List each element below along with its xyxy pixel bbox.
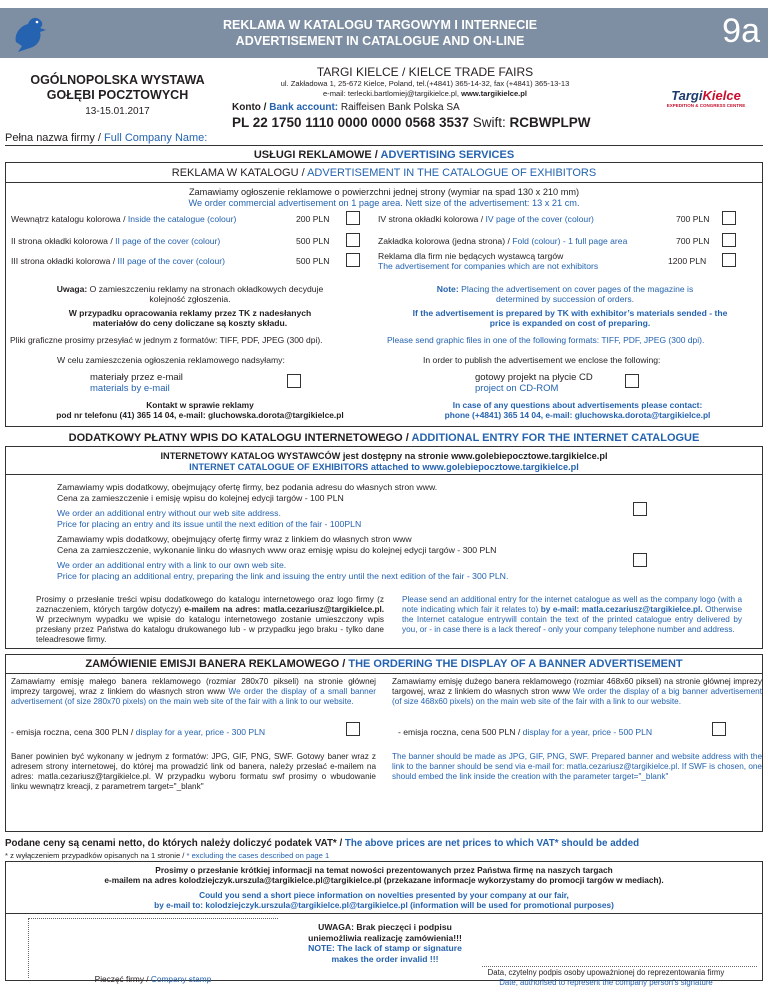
warning-pl-2: uniemożliwia realizację zamówienia!!!	[308, 932, 462, 943]
option-email-en: materials by e-mail	[90, 383, 170, 394]
net-prices-note	[5, 838, 763, 849]
price-ii-cover: 500 PLN	[296, 236, 330, 246]
small-banner-en: We order the display of a small banner advertisement (of size 280x70 pixels) on the main web site of the fair with a link to our website.	[11, 687, 376, 706]
item-label-pl: Reklama dla firm nie będących wystawcą targów	[378, 251, 564, 261]
vat-foot-en: * excluding the cases described on page 1	[186, 851, 330, 860]
internet-title-pl: DODATKOWY PŁATNY WPIS DO KATALOGU INTERNETOWEGO /	[68, 432, 412, 444]
item-label-en: The advertisement for companies which are not exhibitors	[378, 261, 599, 271]
services-title-en: ADVERTISING SERVICES	[380, 149, 515, 161]
signature-line	[482, 966, 757, 967]
big-banner-price	[398, 727, 652, 737]
account-label-pl: Konto /	[232, 102, 270, 113]
warning-en-1: NOTE: The lack of stamp or signature	[308, 943, 462, 953]
iban-line	[232, 115, 591, 130]
logo-text-b: Kielce	[702, 88, 741, 103]
catalogue-item-iii-cover	[11, 256, 225, 266]
net-prices-pl: Podane ceny są cenami netto, do których należy doliczyć podatek VAT* /	[5, 838, 345, 849]
targi-kielce-logo	[650, 88, 762, 114]
checkbox-email-materials[interactable]	[287, 374, 301, 388]
header-title-en: ADVERTISEMENT IN CATALOGUE AND ON-LINE	[235, 34, 525, 48]
banner-title-divider	[5, 673, 763, 674]
event-name-1: OGÓLNOPOLSKA WYSTAWA	[30, 73, 205, 87]
catalogue-title	[5, 167, 763, 179]
info-en-c: Otherwise the Internet catalogue entrywill contain the text of the printed catalogue entry delivered by you, or - in case there is a lack thereof - only your company telephone number and address.	[402, 605, 742, 634]
info-en-email: by e-mail: matla.cezariusz@targikielce.pl.	[540, 605, 703, 614]
big-banner-pl: Zamawiamy emisję dużego banera reklamowego (rozmiar 468x60 pikseli) na stronie głównej imprezy targowej, wraz z linkiem do własnych stron www	[392, 677, 762, 696]
banner-title-en: THE ORDERING THE DISPLAY OF A BANNER ADVERTISEMENT	[348, 658, 683, 670]
price-inside: 200 PLN	[296, 214, 330, 224]
item-label-pl: Wewnątrz katalogu kolorowa /	[11, 214, 128, 224]
catalogue-item-iv-cover	[378, 214, 594, 224]
checkbox-iv-cover[interactable]	[722, 211, 736, 225]
internet-title	[0, 432, 768, 444]
catalogue-item-non-exhibitor	[378, 251, 598, 271]
send-pl: W celu zamieszczenia ogłoszenia reklamowego nadsyłamy:	[57, 355, 285, 365]
option-1-en-1: We order an additional entry without our web site address.	[57, 508, 281, 518]
novelty-divider	[5, 913, 763, 914]
price-iv-cover: 700 PLN	[676, 214, 710, 224]
warning-pl-1: UWAGA: Brak pieczęci i podpisu	[318, 922, 452, 932]
option-2-pl-2: Cena za zamieszczenie, wykonanie linku do własnych www oraz emisję wpisu do kolejnej edycji targów - 300 PLN	[57, 545, 497, 555]
banner-title	[0, 658, 768, 670]
company-label-en: Full Company Name:	[104, 132, 208, 144]
internet-info-pl	[36, 595, 384, 645]
big-price-en: display for a year, price - 500 PLN	[522, 727, 653, 737]
small-banner-price	[11, 727, 265, 737]
send-en: In order to publish the advertisement we enclose the following:	[423, 355, 661, 365]
item-label-pl: IV strona okładki kolorowa /	[378, 214, 486, 224]
services-title	[0, 149, 768, 161]
organizer-email: e-mail: terlecki.bartlomiej@targikielce.pl,	[322, 89, 462, 98]
catalogue-title-pl: REKLAMA W KATALOGU /	[171, 167, 308, 179]
big-price-pl: - emisja roczna, cena 500 PLN /	[398, 727, 523, 737]
stamp-box-left	[28, 918, 29, 978]
organizer-name: TARGI KIELCE / KIELCE TRADE FAIRS	[316, 65, 534, 79]
item-label-en: Inside the catalogue (colour)	[127, 214, 237, 224]
catalogue-title-divider	[5, 182, 763, 183]
internet-option-2	[57, 534, 508, 582]
internet-info-en	[402, 595, 742, 635]
checkbox-non-exhibitor[interactable]	[722, 253, 736, 267]
stamp-label	[28, 974, 278, 984]
item-label-en: IV page of the cover (colour)	[485, 214, 594, 224]
option-cd-pl: gotowy projekt na płycie CD	[475, 372, 593, 383]
form-number: 9a	[722, 12, 760, 50]
note-en-text: Placing the advertisement on cover pages of the magazine is determined by succession of orders.	[458, 284, 694, 304]
company-name-line	[5, 145, 763, 146]
small-banner-text	[11, 677, 376, 707]
note-pl	[40, 284, 340, 304]
info-pl-a: Prosimy o przesłanie treści wpisu dodatkowego do katalogu internetowego oraz logo firmy (z zaznaczeniem, których targów dotyczy)	[36, 595, 384, 614]
price-iii-cover: 500 PLN	[296, 256, 330, 266]
vat-footnote	[5, 851, 329, 860]
item-label-pl: Zakładka kolorowa (jedna strona) /	[378, 236, 513, 246]
iban: PL 22 1750 1110 0000 0000 0568 3537	[232, 115, 469, 130]
catalogue-item-ii-cover	[11, 236, 220, 246]
contact-en-1: In case of any questions about advertisements please contact:	[452, 400, 703, 410]
note-en	[430, 284, 700, 304]
note-en-label: Note:	[436, 284, 459, 294]
pigeon-logo-icon	[10, 12, 50, 54]
catalogue-title-en: ADVERTISEMENT IN THE CATALOGUE OF EXHIBITORS	[307, 167, 597, 179]
company-label-pl: Pełna nazwa firmy /	[5, 132, 105, 144]
price-non-exhibitor: 1200 PLN	[668, 256, 707, 266]
organizer-www: www.targikielce.pl	[461, 89, 528, 98]
option-2-en-1: We order an additional entry with a link to our own web site.	[57, 560, 287, 570]
item-label-pl: III strona okładki kolorowa /	[11, 256, 118, 266]
organizer-address: ul. Zakładowa 1, 25-672 Kielce, Poland, tel.(+4841) 365-14-32, fax (+4841) 365-13-13	[280, 79, 570, 88]
novelty-en-2: by e-mail to: kolodziejczyk.urszula@targikielce.pl@targikielce.pl (information will be used for promotional purposes)	[154, 900, 614, 910]
novelty-pl-1: Prosimy o przesłanie krótkiej informacji na temat nowości prezentowanych przez Państwa firmę na naszych targach	[155, 865, 613, 875]
vat-foot-pl: * z wyłączeniem przypadków opisanych na 1 stronie /	[5, 851, 187, 860]
internet-option-1	[57, 482, 437, 530]
item-label-en: Fold (colour) - 1 full page area	[512, 236, 628, 246]
item-label-en: III page of the cover (colour)	[117, 256, 225, 266]
item-label-pl: II strona okładki kolorowa /	[11, 236, 116, 246]
note-pl-label: Uwaga:	[56, 284, 88, 294]
big-banner-en: We order the display of a big banner advertisement (of size 468x60 pixels) on the main web site of the fair with a link to our website.	[392, 687, 762, 706]
account-label-en: Bank account:	[269, 102, 339, 113]
stamp-box-top	[28, 918, 278, 919]
option-1-pl-1: Zamawiamy wpis dodatkowy, obejmujący ofertę firmy, bez podania adresu do własnych stron www.	[57, 482, 438, 492]
banner-format-en: The banner should be made as JPG, GIF, PNG, SWF. Prepared banner and website address with the link to the banner should be send via e-mail for: matla.cezariusz@targikielce.pl. If SWF is chosen, one should embed the link inside the creation with the parameter target="_blank"	[392, 752, 762, 781]
swift-label: Swift:	[468, 115, 510, 130]
logo-text-a: Targi	[671, 88, 703, 103]
option-email	[90, 372, 183, 394]
small-banner-pl: Zamawiamy emisję małego banera reklamowego (rozmiar 280x70 pikseli) na stronie głównej imprezy targowej, wraz z linkiem do własnych stron www	[11, 677, 376, 696]
signature-label-pl: Data, czytelny podpis osoby upoważnionej do reprezentowania firmy	[487, 968, 725, 977]
catalogue-intro-en: We order commercial advertisement on 1 page area. Nett size of the advertisement: 13 x 21 cm.	[188, 198, 580, 208]
checkbox-iii-cover[interactable]	[346, 253, 360, 267]
catalogue-item-fold	[378, 236, 627, 246]
price-fold: 700 PLN	[676, 236, 710, 246]
checkbox-entry-no-link[interactable]	[633, 502, 647, 516]
checkbox-cd-project[interactable]	[625, 374, 639, 388]
logo-subtitle: EXPEDITION & CONGRESS CENTRE	[666, 103, 746, 108]
info-en-a: Please send an additional entry for the internet catalogue as well as the company logo (with a note indicating which fair it relates to)	[402, 595, 742, 614]
internet-sub-divider	[5, 474, 763, 475]
internet-sub-pl: INTERNETOWY KATALOG WYSTAWCÓW jest dostępny na stronie www.golebiepocztowe.targikielce.pl	[160, 451, 608, 461]
option-cd	[475, 372, 593, 394]
prep-pl: W przypadku opracowania reklamy przez TK z nadesłanych materiałów do ceny doliczane są koszty składu.	[68, 308, 312, 328]
checkbox-ii-cover[interactable]	[346, 233, 360, 247]
contact-pl-1: Kontakt w sprawie reklamy	[146, 400, 254, 410]
warning-en-2: makes the order invalid !!!	[331, 953, 439, 964]
checkbox-small-banner[interactable]	[346, 722, 360, 736]
checkbox-big-banner[interactable]	[712, 722, 726, 736]
banner-format-pl: Baner powinien być wykonany w jednym z formatów: JPG, GIF, PNG, SWF. Gotowy baner wraz z adresem strony internetowej, do której ma prowadzić link od banera, należy przesłać e-mailem na adres: matla.cezariusz@targikielce.pl. W przypadku wyboru formatu swf prosimy o wbudowanie linku wewnątrz kreacji, z parametrem target="_blank"	[11, 752, 376, 791]
novelty-en-1: Could you send a short piece information on novelties presented by your company at our fair,	[199, 890, 569, 900]
info-pl-c: W przeciwnym wypadku we wpisie do katalogu internetowego zostanie umieszczony wpis przesłany przez Państwa do katalogu drukowanego lub - w przypadku jego braku - tylko dane teleadresowe firmy.	[36, 615, 384, 644]
checkbox-entry-with-link[interactable]	[633, 553, 647, 567]
info-pl-email: e-mailem na adres: matla.cezariusz@targikielce.pl.	[184, 605, 384, 614]
bank-name: Raiffeisen Bank Polska SA	[338, 102, 460, 113]
catalogue-intro-pl: Zamawiamy ogłoszenie reklamowe o powierzchni jednej strony (wymiar na spad 130 x 210 mm)	[188, 187, 580, 197]
note-pl-text: O zamieszczeniu reklamy na stronach okładkowych decyduje kolejność zgłoszenia.	[87, 284, 324, 304]
files-en: Please send graphic files in one of the following formats: TIFF, PDF, JPEG (300 dpi).	[387, 335, 705, 345]
small-price-en: display for a year, price - 300 PLN	[135, 727, 266, 737]
option-1-en-2: Price for placing an entry and its issue until the next edition of the fair - 100PLN	[57, 519, 362, 529]
net-prices-en: The above prices are net prices to which VAT* should be added	[344, 838, 640, 849]
services-title-pl: USŁUGI REKLAMOWE /	[253, 149, 381, 161]
prep-en: If the advertisement is prepared by TK with exhibitor’s materials sended - the price is expanded on cost of preparing.	[412, 308, 728, 328]
contact-en-2: phone (+4841) 365 14 04, e-mail: gluchowska.dorota@targikielce.pl	[444, 410, 711, 420]
option-cd-en: project on CD-ROM	[475, 383, 559, 394]
files-pl: Pliki graficzne prosimy przesyłać w jednym z formatów: TIFF, PDF, JPEG (300 dpi).	[10, 335, 323, 345]
checkbox-fold[interactable]	[722, 233, 736, 247]
novelty-pl-2: e-mailem na adres kolodziejczyk.urszula@targikielce.pl@targikielce.pl (przekazane informacje wykorzystamy do promocji targów w mediach).	[104, 875, 664, 885]
stamp-label-pl: Pieczęć firmy /	[94, 974, 151, 984]
header-title-pl: REKLAMA W KATALOGU TARGOWYM I INTERNECIE	[222, 18, 538, 32]
company-name-label	[5, 132, 207, 144]
catalogue-item-inside	[11, 214, 236, 224]
signature-label-en: Date, authorised to represent the company person’s signature	[499, 977, 713, 987]
checkbox-inside[interactable]	[346, 211, 360, 225]
option-1-pl-2: Cena za zamieszczenie i emisję wpisu do kolejnej edycji targów - 100 PLN	[57, 493, 344, 503]
swift-code: RCBWPLPW	[509, 115, 591, 130]
big-banner-text	[392, 677, 762, 707]
contact-pl-2: pod nr telefonu (41) 365 14 04, e-mail: gluchowska.dorota@targikielce.pl	[56, 410, 344, 420]
option-2-pl-1: Zamawiamy wpis dodatkowy, obejmujący ofertę firmy wraz z linkiem do własnych stron www	[57, 534, 412, 544]
option-2-en-2: Price for placing an additional entry, preparing the link and issuing the entry until the next edition of the fair - 300 PLN.	[57, 571, 509, 581]
option-email-pl: materiały przez e-mail	[90, 372, 183, 383]
stamp-label-en: Company stamp	[150, 974, 212, 984]
small-price-pl: - emisja roczna, cena 300 PLN /	[11, 727, 136, 737]
organizer-contact	[230, 89, 620, 98]
internet-title-en: ADDITIONAL ENTRY FOR THE INTERNET CATALOGUE	[411, 432, 700, 444]
event-name-2: GOŁĘBI POCZTOWYCH	[46, 88, 189, 102]
banner-title-pl: ZAMÓWIENIE EMISJI BANERA REKLAMOWEGO /	[85, 658, 349, 670]
bank-line	[232, 102, 460, 113]
item-label-en: II page of the cover (colour)	[115, 236, 221, 246]
internet-sub-en: INTERNET CATALOGUE OF EXHIBITORS attached to www.golebiepocztowe.targikielce.pl	[189, 462, 579, 472]
event-dates: 13-15.01.2017	[85, 106, 150, 117]
